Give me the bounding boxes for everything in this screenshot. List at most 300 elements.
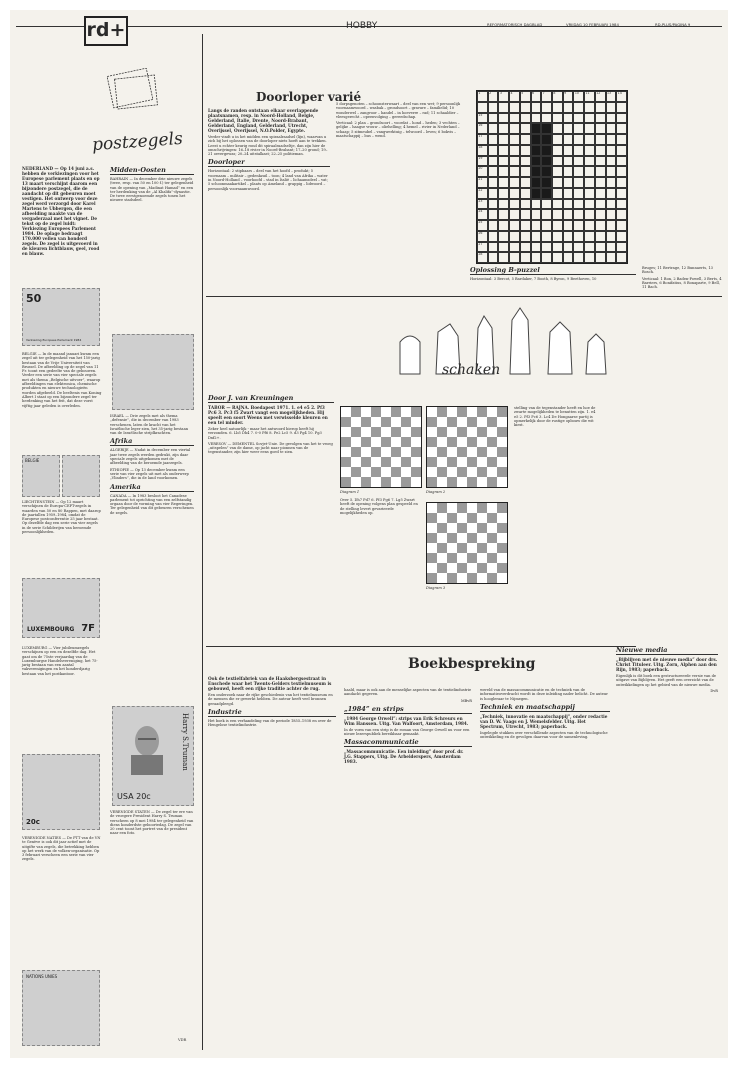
crossword-cell: 15 bbox=[477, 113, 488, 124]
chess-square bbox=[497, 503, 507, 513]
chess-square bbox=[361, 477, 371, 487]
crossword-cell bbox=[584, 188, 595, 199]
crossword-cell: 20 bbox=[477, 166, 488, 177]
strips-body: In de vorm van een strip is de roman van George Orwell nu voor een nieuw lezerspubliek bereikbaar gemaakt. bbox=[344, 727, 470, 737]
crossword-cell bbox=[573, 252, 584, 263]
crossword-cell bbox=[563, 166, 574, 177]
chess-square bbox=[447, 503, 457, 513]
crossword-cell bbox=[552, 113, 563, 124]
boekbespreking-title: Boekbespreking bbox=[408, 656, 536, 672]
crossword-cell bbox=[595, 252, 606, 263]
chess-square bbox=[351, 467, 361, 477]
chess-square bbox=[497, 427, 507, 437]
chess-square bbox=[361, 447, 371, 457]
stamp-truman-value: USA 20c bbox=[117, 792, 151, 801]
crossword-cell: 14 bbox=[616, 91, 627, 102]
crossword-cell bbox=[488, 113, 499, 124]
crossword-cell bbox=[584, 252, 595, 263]
crossword-cell bbox=[531, 242, 542, 253]
boek-column-1 bbox=[208, 676, 336, 729]
stamp-un-value: 20c bbox=[26, 818, 40, 826]
chess-square bbox=[477, 523, 487, 533]
verenigde-naties-column bbox=[22, 836, 102, 864]
chess-square bbox=[371, 457, 381, 467]
chess-square bbox=[411, 467, 421, 477]
crossword-cell bbox=[563, 252, 574, 263]
crossword-cell bbox=[509, 113, 520, 124]
crossword-cell bbox=[498, 188, 509, 199]
crossword-cell bbox=[477, 102, 488, 113]
chess-square bbox=[477, 437, 487, 447]
chess-square bbox=[487, 563, 497, 573]
chess-square bbox=[487, 543, 497, 553]
crossword-cell bbox=[584, 199, 595, 210]
chess-square bbox=[467, 523, 477, 533]
crossword-cell bbox=[563, 231, 574, 242]
verenigde-staten-article: VERENIGDE STATEN — De zegel ter ere van de vroegere President Harry S. Truman verscheen op 8 mei 1984 ter gelegenheid van diens honderdste geboortedag. De zegel van 20 cent toont het portret van de president naar een foto. bbox=[110, 810, 194, 836]
chess-square bbox=[427, 503, 437, 513]
chess-square bbox=[457, 417, 467, 427]
crossword-cell bbox=[520, 188, 531, 199]
chess-square bbox=[437, 447, 447, 457]
chess-square bbox=[497, 437, 507, 447]
chess-square bbox=[447, 543, 457, 553]
chess-square bbox=[457, 457, 467, 467]
chess-square bbox=[341, 477, 351, 487]
chess-square bbox=[351, 437, 361, 447]
schaken-title: schaken bbox=[442, 362, 501, 378]
doorloper-column-2 bbox=[336, 102, 466, 140]
chess-square bbox=[477, 563, 487, 573]
crossword-cell bbox=[563, 188, 574, 199]
crossword-black-cell bbox=[541, 177, 552, 188]
chess-square bbox=[361, 437, 371, 447]
crossword-cell bbox=[488, 177, 499, 188]
crossword-cell bbox=[488, 188, 499, 199]
crossword-cell bbox=[595, 102, 606, 113]
boek-intro: Ook de textielfabriek van de Haaksbergsestraat in Enschede waar het Twents-Gelders textielmuseum is gebouwd, heeft een rijke traditie achter de rug. bbox=[208, 676, 332, 691]
nieuwe-media-body: Eigenlijk is dit boek een gestructureerde versie van de uitgave van Bijblijven. Het geeft een overzicht van de ontwikkelingen op het gebied van de nieuwe media. bbox=[616, 674, 717, 687]
crossword-cell bbox=[563, 134, 574, 145]
belgie-column bbox=[22, 352, 102, 410]
crossword-cell bbox=[584, 177, 595, 188]
chess-square bbox=[427, 573, 437, 583]
stamp-belgie-1 bbox=[22, 455, 60, 497]
chess-diagram-1 bbox=[340, 406, 422, 488]
chess-square bbox=[477, 503, 487, 513]
chess-square bbox=[427, 427, 437, 437]
chess-square bbox=[477, 417, 487, 427]
schaken-lead: TABOR — RAJNA. Boedapest 1971. 1. e4 e5 2. Pf3 Pc6 3. Pc3 f5 Zwart vangt een mogelijkheden. Hij speelt een soort Weens met verwisselde kleuren en een tel minder. bbox=[208, 405, 328, 425]
crossword-cell bbox=[541, 220, 552, 231]
crossword-cell bbox=[520, 231, 531, 242]
crossword-cell bbox=[573, 123, 584, 134]
chess-square bbox=[381, 477, 391, 487]
chess-square bbox=[391, 407, 401, 417]
crossword-cell bbox=[606, 134, 617, 145]
crossword-cell bbox=[606, 209, 617, 220]
crossword-cell bbox=[606, 252, 617, 263]
chess-square bbox=[477, 467, 487, 477]
crossword-black-cell bbox=[541, 145, 552, 156]
chess-square bbox=[427, 563, 437, 573]
section-divider-1 bbox=[206, 296, 722, 297]
crossword-cell bbox=[606, 113, 617, 124]
crossword-cell: 12 bbox=[595, 91, 606, 102]
crossword-cell bbox=[509, 134, 520, 145]
chess-square bbox=[447, 447, 457, 457]
chess-square bbox=[457, 477, 467, 487]
crossword-cell bbox=[584, 231, 595, 242]
chess-square bbox=[391, 417, 401, 427]
chess-square bbox=[391, 447, 401, 457]
crossword-cell: 21 bbox=[477, 177, 488, 188]
chess-square bbox=[467, 553, 477, 563]
newspaper-page bbox=[10, 10, 728, 1058]
midden-oosten-heading: Midden-Oosten bbox=[110, 166, 194, 175]
israel-article: ISRAEL — Drie zegels met als thema „defensie”, die in december van 1983 verschenen, laten de kracht van het Israëlische leger zien, het 35-jarig bestaan van de Israëlische strijdkrachten. bbox=[110, 414, 189, 436]
schaken-column-3 bbox=[514, 406, 596, 429]
chess-square bbox=[411, 427, 421, 437]
crossword-cell bbox=[520, 123, 531, 134]
crossword-black-cell bbox=[531, 156, 542, 167]
crossword-cell bbox=[606, 156, 617, 167]
crossword-cell bbox=[552, 145, 563, 156]
chess-square bbox=[351, 417, 361, 427]
crossword-cell bbox=[520, 102, 531, 113]
chess-square bbox=[437, 513, 447, 523]
chess-square bbox=[447, 533, 457, 543]
chess-square bbox=[361, 407, 371, 417]
massacommunicatie-heading: Massacommunicatie bbox=[344, 738, 472, 747]
schaken-body: Zeker heel natuurlijk - maar het antwoord hierop heeft hij verzonden. 6. Lb5 Dh4 7. 0-0 Pf6 8. Pe2 Lc5 9. d3 Pg4 10. Pg3 Dxf2+. bbox=[208, 427, 322, 440]
chess-square bbox=[381, 437, 391, 447]
crossword-cell bbox=[563, 177, 574, 188]
crossword-cell bbox=[616, 113, 627, 124]
chess-square bbox=[401, 467, 411, 477]
nieuwe-media-book: „Bijblijven met de nieuwe media” door drs. Christ Tituleer. Uitg. Zorn, Alphen aan den Rijn, 1983; paperback. bbox=[616, 657, 718, 672]
chess-square bbox=[467, 447, 477, 457]
crossword-cell bbox=[552, 199, 563, 210]
crossword-cell bbox=[552, 220, 563, 231]
chess-square bbox=[467, 563, 477, 573]
crossword-cell bbox=[573, 199, 584, 210]
crossword-cell bbox=[606, 177, 617, 188]
luxemburg-column bbox=[22, 646, 102, 678]
postzegels-column-1 bbox=[22, 166, 102, 258]
doorloper-intro: Langs de randen ontstaan elkaar overlappende plaatsnamen, resp. in Noord-Holland, Belgie, Gelderland, Italie, Drente, Noord-Brabant, Gelderland, England, Gelderland, Utrecht, Overijssel, Overijssel, N.O.Polder, Egypte. bbox=[208, 108, 319, 133]
crossword-cell bbox=[498, 123, 509, 134]
crossword-cell bbox=[573, 113, 584, 124]
chess-square bbox=[351, 477, 361, 487]
strips-book: „1984 George Orwell”: strips van Erik Schreurs en Wim Hanssen. Uitg. Van Walfoort, Amsterdam, 1984. bbox=[344, 715, 469, 726]
crossword-cell bbox=[616, 134, 627, 145]
doorloper-clues-continued: 5 dorpsgenoten – schoonsterwaart – deel van een wet; 9 persoonlijk voornaamwoord – wasbak – grondsoort – gravure – familielid; 10 wonderwel – zangvoor – handel – in hoeverre – rad; 11 schaaldier – vleesgerecht – opeenvolging – gereedschap. bbox=[336, 102, 461, 119]
crossword-cell bbox=[552, 102, 563, 113]
chess-square bbox=[401, 477, 411, 487]
massacommunicatie-book: „Massacommunicatie. Een inleiding” door prof. dr. J.G. Stappers, Uitg. De Arbeiderspers, Amsterdam 1983. bbox=[344, 749, 464, 765]
chess-square bbox=[447, 573, 457, 583]
crossword-cell bbox=[606, 166, 617, 177]
crossword-cell: 4 bbox=[509, 91, 520, 102]
chess-square bbox=[467, 457, 477, 467]
crossword-cell bbox=[520, 113, 531, 124]
techniek-body: Ingelegde stukken over verschillende aspecten van de technologische ontwikkeling en de gevolgen daarvan voor de samenleving. bbox=[480, 730, 608, 740]
chess-square bbox=[477, 427, 487, 437]
chess-square bbox=[437, 407, 447, 417]
chess-square bbox=[391, 467, 401, 477]
boek-column-3-text: wereld van de massacommunicatie en de techniek van de informatieoverdracht wordt in deze inleiding nader belicht. De auteur is hoogleraar te Nijmegen. bbox=[480, 688, 608, 701]
stamp-un-label: NATIONS UNIES bbox=[26, 974, 58, 979]
chess-square bbox=[447, 457, 457, 467]
crossword-cell bbox=[563, 145, 574, 156]
chess-square bbox=[447, 477, 457, 487]
section-label: HOBBY bbox=[346, 21, 378, 31]
stamp-united-nations-1 bbox=[22, 754, 100, 830]
crossword-cell bbox=[541, 209, 552, 220]
stamp-belgie-2 bbox=[62, 455, 100, 497]
crossword-cell: 8 bbox=[552, 91, 563, 102]
chess-square bbox=[497, 467, 507, 477]
crossword-cell bbox=[488, 166, 499, 177]
chess-square bbox=[371, 427, 381, 437]
chess-square bbox=[447, 437, 457, 447]
crossword-cell bbox=[498, 113, 509, 124]
crossword-cell bbox=[584, 209, 595, 220]
chess-square bbox=[497, 447, 507, 457]
crossword-cell bbox=[595, 156, 606, 167]
chess-square bbox=[411, 437, 421, 447]
verenigde-naties-article: VERENIGDE NATIES — De PTT van de VN te Genève is ook dit jaar actief met de uitgifte van zegels, die betrekking hebben op het werk van de volken-organisatie. Op 3 februari verscheen een serie van vier zegels. bbox=[22, 836, 101, 862]
liechtenstein-column bbox=[22, 500, 102, 536]
page-number: RD-PLUS/PAGINA 9 bbox=[655, 22, 691, 27]
crossword-cell bbox=[584, 145, 595, 156]
diagram-2-caption: Diagram 2 bbox=[426, 490, 446, 494]
chess-square bbox=[371, 407, 381, 417]
chess-square bbox=[497, 407, 507, 417]
crossword-cell bbox=[595, 166, 606, 177]
chess-square bbox=[427, 533, 437, 543]
crossword-black-cell bbox=[531, 134, 542, 145]
crossword-cell bbox=[509, 123, 520, 134]
belgie-article: BELGIE — In de maand januari kwam een zegel uit ter gelegenheid van het 150-jarig bestaan van de Vrije Universiteit van Brussel. De afbeelding op de zegel van 11 Fr. toont een gedeelte van de gebouwen. Verder een serie van vier speciale zegels met als thema „Belgische uitvoer”, waarop afbeeldingen van elektronica, chemische produkten en nieuwe technologieën worden afgebeeld. De beeltenis van Koning Albert I staat op een bijzondere zegel ter herdenking van het feit, dat deze vorst vijftig jaar geleden is overleden. bbox=[22, 352, 102, 408]
crossword-cell bbox=[595, 123, 606, 134]
crossword-cell bbox=[488, 134, 499, 145]
crossword-cell bbox=[520, 242, 531, 253]
israel-column bbox=[110, 414, 194, 517]
chess-square bbox=[427, 513, 437, 523]
crossword-cell bbox=[498, 166, 509, 177]
bahrain-article: BAHRAIN — In december drie nieuwe zegels (twee, resp. van 50 en 100 f.) ter gelegenheid van de opening van „Madinat Hamad” en een ter herdenking van de „Al Khalifa”-dynastie. De twee eerstgenoemde zegels tonen het nieuwe stadsdeel. bbox=[110, 177, 194, 203]
crossword-cell bbox=[498, 220, 509, 231]
boek-author-sign: MBvR bbox=[460, 698, 472, 703]
crossword-black-cell bbox=[531, 145, 542, 156]
doorloper-horizontal-clues: Horizontaal: 2 stipbaars – deel van het hoofd – produkt; 5 voornaam – militair – gedenkzuil – toon; 4 land van Afrika – water in Noord-Holland – voorhoofd – stad in Italië – lichaamsdeel – vat; 5 schoonmaakartikel – plaats op Ameland – grappig – lidwoord – persoonlijk voornaamwoord. bbox=[208, 169, 328, 191]
crossword-cell bbox=[595, 209, 606, 220]
chess-square bbox=[467, 467, 477, 477]
crossword-cell bbox=[595, 231, 606, 242]
crossword-cell bbox=[488, 209, 499, 220]
crossword-cell bbox=[488, 231, 499, 242]
stamp-europa bbox=[22, 288, 100, 346]
techniek-book: „Techniek, innovatie en maatschappij”, onder redactie van D. W. Vaags en J. Wemelsfelder. Uitg. Het Spectrum, Utrecht, 1983; paperback. bbox=[480, 713, 608, 729]
crossword-cell bbox=[563, 123, 574, 134]
column-divider bbox=[202, 34, 203, 1050]
crossword-cell bbox=[573, 242, 584, 253]
crossword-cell bbox=[531, 252, 542, 263]
chess-square bbox=[497, 457, 507, 467]
chess-square bbox=[371, 437, 381, 447]
crossword-cell bbox=[595, 134, 606, 145]
chess-square bbox=[477, 533, 487, 543]
crossword-cell bbox=[520, 252, 531, 263]
chess-square bbox=[341, 447, 351, 457]
chess-square bbox=[497, 523, 507, 533]
chess-square bbox=[411, 447, 421, 457]
crossword-cell bbox=[488, 156, 499, 167]
crossword-cell bbox=[520, 156, 531, 167]
crossword-cell bbox=[584, 113, 595, 124]
schaken-bottom: VERESOV — DEMENTEL Sovjet-Unie. De gevolgen van het te vroeg „uitspelen” van de dame, op jacht naar pionnen van de tegenstander, zijn hier weer eens goed te zien. bbox=[208, 441, 333, 455]
chess-square bbox=[361, 467, 371, 477]
chess-square bbox=[371, 477, 381, 487]
crossword-cell: 26 bbox=[477, 231, 488, 242]
chess-square bbox=[477, 553, 487, 563]
crossword-cell bbox=[531, 209, 542, 220]
diagram-3-caption: Diagram 3 bbox=[426, 586, 446, 590]
chess-square bbox=[487, 427, 497, 437]
crossword-cell bbox=[595, 242, 606, 253]
crossword-cell bbox=[488, 102, 499, 113]
doorloper-title: Doorloper varié bbox=[256, 90, 362, 104]
crossword-cell bbox=[520, 220, 531, 231]
chess-square bbox=[447, 523, 457, 533]
crossword-cell bbox=[541, 113, 552, 124]
crossword-cell bbox=[563, 199, 574, 210]
chess-square bbox=[467, 573, 477, 583]
chess-square bbox=[457, 467, 467, 477]
crossword-cell bbox=[606, 199, 617, 210]
luxemburg-article: LUXEMBURG — Vier jubileumzegels verschijnen op een en dezelfde dag. Het gaat om de 75ste verjaardag van de Luxemburgse Handelsvereniging, het 75-jarig bestaan van een aantal vakverenigingen en het honderdjarig bestaan van het postkantoor. bbox=[22, 646, 98, 676]
chess-square bbox=[351, 407, 361, 417]
chess-square bbox=[361, 417, 371, 427]
chess-square bbox=[341, 457, 351, 467]
chess-square bbox=[381, 427, 391, 437]
crossword-black-cell bbox=[541, 156, 552, 167]
crossword-cell bbox=[616, 209, 627, 220]
chess-square bbox=[361, 457, 371, 467]
crossword-cell bbox=[616, 166, 627, 177]
schaken-column-1 bbox=[208, 394, 334, 457]
chess-square bbox=[457, 427, 467, 437]
doorloper-vertical-clues: Verticaal: 2 plan – grondsoort – voordat – hond – heden; 3 vechten – gelijke – haagse vrouw – oliehelling; 4 hemel – rivier in Nederland – schaap; 5 zitmeubel – vangwerktuig – telwoord – leven; 6 bokvis – maatschappij – bus – wend. bbox=[336, 121, 460, 139]
crossword-cell bbox=[498, 231, 509, 242]
crossword-cell bbox=[520, 177, 531, 188]
chess-square bbox=[497, 513, 507, 523]
chess-square bbox=[427, 553, 437, 563]
crossword-cell: 11 bbox=[584, 91, 595, 102]
chess-square bbox=[457, 513, 467, 523]
crossword-cell bbox=[552, 166, 563, 177]
crossword-cell: 9 bbox=[563, 91, 574, 102]
stamp-belgie-label: BELGIE bbox=[25, 458, 40, 463]
chess-square bbox=[467, 513, 477, 523]
crossword-cell bbox=[488, 145, 499, 156]
crossword-cell bbox=[563, 242, 574, 253]
crossword-cell: 2 bbox=[488, 91, 499, 102]
chess-square bbox=[497, 417, 507, 427]
chess-square bbox=[427, 543, 437, 553]
crossword-grid bbox=[476, 90, 628, 264]
europa-article: NEDERLAND — Op 14 juni a.s. hebben de verkiezingen voor het Europese parlement plaats en op 13 maart verschijnt daarom een bijzondere postzegel, die de aandacht op dit gebeuren moet vestigen. Het ontwerp voor deze zegel werd verzorgd door Karel Martens te Ubbergen, die een afbeelding maakte van de vergaderzaal met het vignet. De tekst op de zegel luidt: Verkiezing Europees Parlement 1984. De oplage bedraagt 170.000 vellen van honderd zegels. De zegel is uitgevoerd in de kleuren lichtblauw, geel, rood en blauw. bbox=[22, 166, 100, 256]
crossword-black-cell bbox=[531, 166, 542, 177]
crossword-cell bbox=[606, 145, 617, 156]
crossword-cell bbox=[573, 145, 584, 156]
chess-square bbox=[467, 503, 477, 513]
crossword-cell bbox=[509, 166, 520, 177]
chess-square bbox=[381, 417, 391, 427]
chess-square bbox=[391, 437, 401, 447]
crossword-cell bbox=[563, 156, 574, 167]
chess-square bbox=[467, 427, 477, 437]
crossword-cell bbox=[573, 188, 584, 199]
chess-square bbox=[497, 563, 507, 573]
crossword-cell bbox=[509, 145, 520, 156]
crossword-cell bbox=[541, 199, 552, 210]
chess-square bbox=[351, 427, 361, 437]
truman-portrait bbox=[127, 719, 167, 775]
chess-square bbox=[467, 417, 477, 427]
chess-square bbox=[447, 427, 457, 437]
chess-square bbox=[427, 467, 437, 477]
chess-diagram-3 bbox=[426, 502, 508, 584]
chess-square bbox=[401, 447, 411, 457]
chess-square bbox=[477, 543, 487, 553]
industrie-heading: Industrie bbox=[208, 708, 336, 717]
crossword-cell bbox=[552, 134, 563, 145]
chess-square bbox=[467, 543, 477, 553]
crossword-cell bbox=[606, 242, 617, 253]
crossword-black-cell bbox=[531, 177, 542, 188]
chess-square bbox=[457, 553, 467, 563]
section-divider-2 bbox=[206, 646, 636, 647]
chess-square bbox=[457, 543, 467, 553]
crossword-cell bbox=[541, 252, 552, 263]
crossword-cell bbox=[498, 199, 509, 210]
chess-square bbox=[381, 407, 391, 417]
chess-square bbox=[487, 437, 497, 447]
canada-article: CANADA — In 1983 besloot het Canadese parlement tot oprichting van een zelfstandig orgaan door de vorming van vier Regeringen. Ter gelegenheid van dit gebeuren verschenen de zegels. bbox=[110, 493, 194, 515]
chess-square bbox=[457, 533, 467, 543]
chess-square bbox=[427, 407, 437, 417]
strips-heading: „1984” en strips bbox=[344, 705, 472, 714]
chess-square bbox=[437, 503, 447, 513]
boek-body: Een onderzoek naar de rijke geschiedenis van het textielmuseum en de mensen die er gewerkt hebben. De auteur heeft veel bronnen geraadpleegd. bbox=[208, 693, 333, 706]
crossword-cell bbox=[616, 177, 627, 188]
crossword-cell bbox=[573, 177, 584, 188]
oplossing-column-2 bbox=[642, 266, 722, 291]
crossword-cell bbox=[509, 102, 520, 113]
crossword-cell bbox=[552, 209, 563, 220]
crossword-cell bbox=[616, 102, 627, 113]
crossword-cell bbox=[584, 242, 595, 253]
schaken-mid: Over 5. Dh7 Pd7 6. Pf3 Pg6 7. Lg5 Zwart heeft de opening volgens plan gespeeld en de stelling levert gevarieerde mogelijkheden op. bbox=[340, 498, 418, 515]
ethiopie-article: ETHIOPIE — Op 13 december kwam een serie van vier zegels uit met als onderwerp „Vlinders”, die in de land voorkomen. bbox=[110, 467, 189, 481]
chess-square bbox=[437, 467, 447, 477]
crossword-cell bbox=[584, 220, 595, 231]
crossword-cell: 27 bbox=[477, 242, 488, 253]
chess-square bbox=[477, 407, 487, 417]
